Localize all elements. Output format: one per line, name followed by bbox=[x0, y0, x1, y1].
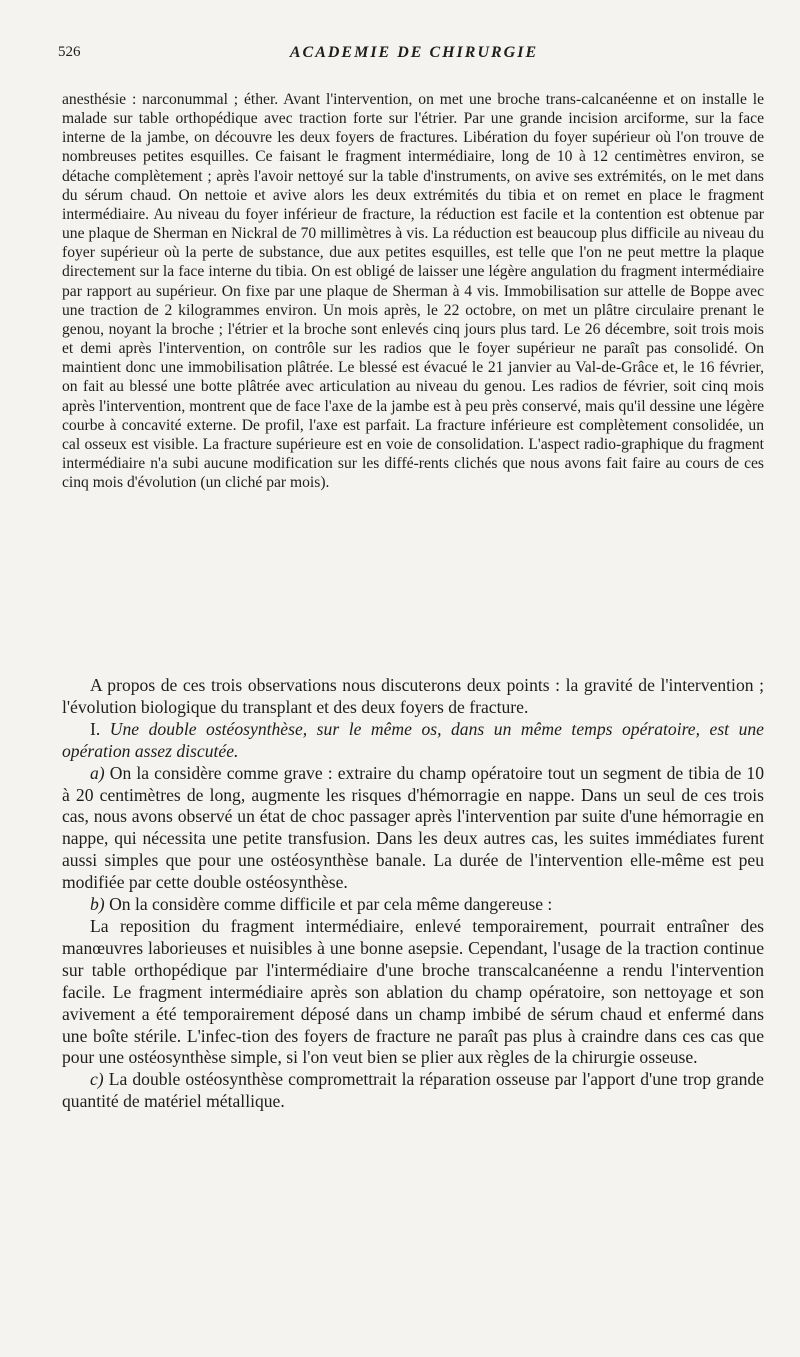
page-number: 526 bbox=[58, 44, 81, 60]
point-one-number: I. bbox=[90, 718, 101, 739]
discussion-block bbox=[62, 675, 764, 1113]
point-c-text: La double ostéosynthèse compromettrait la réparation osseuse par l'apport d'une trop grande quantité de matériel métallique. bbox=[62, 1069, 764, 1112]
case-report-paragraph: anesthésie : narconummal ; éther. Avant l'intervention, on met une broche trans-calcanéenne et on installe le malade sur table orthopédique avec traction forte sur l'étrier. Par une grande incision arciforme, sur la face interne de la jambe, on découvre les deux foyers de fractures. Libération du foyer supérieur où l'on trouve de nombreuses petites esquilles. Ce faisant le fragment intermédiaire, long de 10 à 12 centimètres environ, se détache complètement ; après l'avoir nettoyé sur la table d'instruments, on avive ses extrémités, on le met dans du sérum chaud. On nettoie et avive alors les deux extrémités du tibia et on remet en place le fragment intermédiaire. Au niveau du foyer inférieur de fracture, la réduction est facile et la contention est obtenue par une plaque de Sherman en Nickral de 70 millimètres à vis. La réduction est beaucoup plus difficile au niveau du foyer supérieur où la perte de substance, due aux petites esquilles, est telle que l'on ne peut mettre la plaque directement sur la face interne du tibia. On est obligé de laisser une légère angulation du fragment intermédiaire par rapport au supérieur. On fixe par une plaque de Sherman à 4 vis. Immobilisation sur attelle de Boppe avec une traction de 2 kilogrammes environ. Un mois après, le 22 octobre, on met un plâtre circulaire prenant le genou, noyant la broche ; l'étrier et la broche sont enlevés cinq jours plus tard. Le 26 décembre, soit trois mois et demi après l'intervention, on contrôle sur les radios que le foyer supérieur ne paraît pas consolidé. On maintient donc une immobilisation plâtrée. Le blessé est évacué le 21 janvier au Val-de-Grâce et, le 16 février, on fait au blessé une botte plâtrée avec articulation au niveau du genou. Les radios de février, soit cinq mois après l'intervention, montrent que de face l'axe de la jambe est à peu près conservé, mais qu'il dessine une légère courbe à concavité externe. De profil, l'axe est parfait. La fracture inférieure est complètement consolidée, un cal osseux est visible. La fracture supérieure est en voie de consolidation. L'aspect radio-graphique du fragment intermédiaire n'a subi aucune modification sur les diffé-rents clichés que nous avons fait faire au cours de ces cinq mois d'évolution (un cliché par mois). bbox=[62, 91, 764, 492]
point-b-text: On la considère comme difficile et par cela même dangereuse : bbox=[109, 894, 553, 915]
running-title: ACADEMIE DE CHIRURGIE bbox=[289, 44, 539, 61]
point-b-detail: La reposition du fragment intermédiaire, enlevé temporairement, pourrait entraîner des manœuvres laborieuses et nuisibles à une bonne asepsie. Cependant, l'usage de la traction continue sur table orthopédique par l'intermédiaire d'une broche transcalcanéenne a rendu l'intervention facile. Le fragment intermédiaire après son ablation du champ opératoire, son nettoyage et son avivement a été temporairement déposé dans un champ imbibé de sérum chaud et enfermé dans une boîte stérile. L'infec-tion des foyers de fracture ne paraît pas plus à craindre dans ces cas que pour une ostéosynthèse simple, si l'on veut bien se plier aux règles de la chirurgie osseuse. bbox=[62, 915, 764, 1068]
point-one-heading bbox=[62, 719, 764, 763]
point-b-paragraph bbox=[62, 894, 764, 916]
point-a-text: On la considère comme grave : extraire du champ opératoire tout un segment de tibia de 10 à 20 centimètres de long, augmente les risques d'hémorragie en nappe. Dans un seul de ces trois cas, nous avons observé un état de choc passager après l'intervention par suite d'une hémorragie en nappe, qui nécessita une petite transfusion. Dans les deux autres cas, les suites immédiates furent aussi simples que pour une ostéosynthèse banale. La durée de l'intervention elle-même est peu modifiée par cette double ostéosynthèse. bbox=[62, 762, 764, 893]
page-header bbox=[58, 44, 770, 68]
point-a-paragraph bbox=[62, 763, 764, 894]
point-a-label: a) bbox=[90, 762, 105, 783]
point-c-paragraph bbox=[62, 1069, 764, 1113]
case-report-block bbox=[62, 90, 764, 492]
discussion-intro: A propos de ces trois observations nous discuterons deux points : la gravité de l'intervention ; l'évolution biologique du transplant et des deux foyers de fracture. bbox=[62, 675, 764, 717]
point-one-title: Une double ostéosynthèse, sur le même os, dans un même temps opératoire, est une opération assez discutée. bbox=[62, 718, 764, 761]
point-c-label: c) bbox=[90, 1069, 104, 1090]
point-b-label: b) bbox=[90, 894, 105, 915]
